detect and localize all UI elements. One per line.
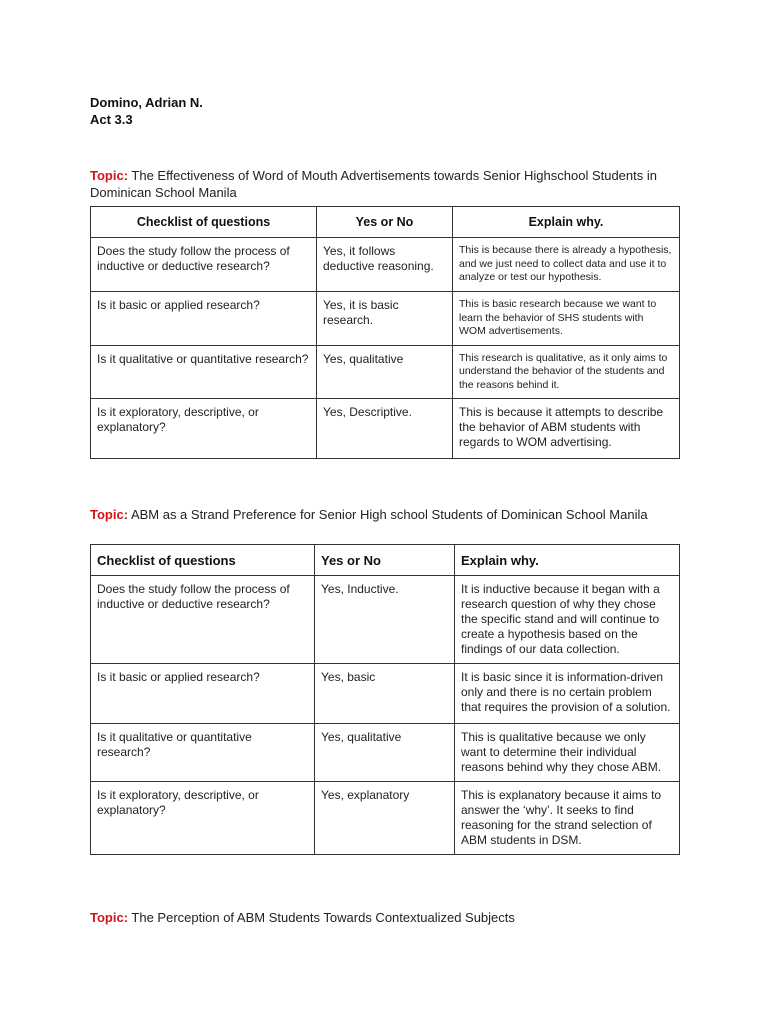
topic-1-title: The Effectiveness of Word of Mouth Advertisements towards Senior Highschool Students in Dominican School Manila [90, 168, 657, 200]
answer-cell: Yes, it follows deductive reasoning. [317, 238, 453, 292]
topic-2-heading [90, 506, 690, 523]
header-checklist: Checklist of questions [91, 545, 315, 576]
answer-cell: Yes, it is basic research. [317, 292, 453, 346]
answer-cell: Yes, qualitative [315, 724, 455, 782]
answer-cell: Yes, explanatory [315, 782, 455, 855]
explain-cell: It is basic since it is information-driven only and there is no certain problem that requires the provision of a solution. [455, 664, 680, 724]
header-checklist: Checklist of questions [91, 207, 317, 238]
author-name: Domino, Adrian N. [90, 95, 203, 110]
explain-cell: This is qualitative because we only want to determine their individual reasons behind why they chose ABM. [455, 724, 680, 782]
question-cell: Is it qualitative or quantitative research? [91, 345, 317, 399]
table-row [91, 724, 680, 782]
question-cell: Is it basic or applied research? [91, 664, 315, 724]
topic-label: Topic: [90, 910, 129, 925]
explain-cell: This is basic research because we want to learn the behavior of SHS students with WOM advertisements. [453, 292, 680, 346]
answer-cell: Yes, qualitative [317, 345, 453, 399]
table-header-row [91, 545, 680, 576]
question-cell: Is it qualitative or quantitative research? [91, 724, 315, 782]
answer-cell: Yes, Inductive. [315, 576, 455, 664]
table-row [91, 345, 680, 399]
answer-cell: Yes, Descriptive. [317, 399, 453, 459]
explain-cell: This is because it attempts to describe the behavior of ABM students with regards to WOM advertising. [453, 399, 680, 459]
question-cell: Is it basic or applied research? [91, 292, 317, 346]
topic-1-heading [90, 167, 690, 201]
table-row [91, 292, 680, 346]
question-cell: Does the study follow the process of inductive or deductive research? [91, 238, 317, 292]
question-cell: Is it exploratory, descriptive, or explanatory? [91, 399, 317, 459]
topic-2-title: ABM as a Strand Preference for Senior High school Students of Dominican School Manila [130, 507, 648, 522]
header-explain: Explain why. [455, 545, 680, 576]
header-yes-no: Yes or No [317, 207, 453, 238]
table-row [91, 238, 680, 292]
table-header-row [91, 207, 680, 238]
topic-3-heading [90, 909, 690, 926]
topic-label: Topic: [90, 168, 129, 183]
table-row [91, 576, 680, 664]
explain-cell: This is because there is already a hypothesis, and we just need to collect data and use it to analyze or test our hypothesis. [453, 238, 680, 292]
table-row [91, 399, 680, 459]
explain-cell: It is inductive because it began with a research question of why they chose the specific stand and will continue to create a hypothesis based on the findings of our data collection. [455, 576, 680, 664]
table-row [91, 664, 680, 724]
question-cell: Does the study follow the process of inductive or deductive research? [91, 576, 315, 664]
explain-cell: This research is qualitative, as it only aims to understand the behavior of the students and the reasons behind it. [453, 345, 680, 399]
answer-cell: Yes, basic [315, 664, 455, 724]
header-yes-no: Yes or No [315, 545, 455, 576]
topic-1-table [90, 206, 680, 459]
table-row [91, 782, 680, 855]
topic-label: Topic: [90, 507, 129, 522]
author-block [90, 94, 203, 128]
explain-cell: This is explanatory because it aims to answer the ‘why’. It seeks to find reasoning for the strand selection of ABM students in DSM. [455, 782, 680, 855]
question-cell: Is it exploratory, descriptive, or explanatory? [91, 782, 315, 855]
header-explain: Explain why. [453, 207, 680, 238]
activity-label: Act 3.3 [90, 112, 133, 127]
topic-2-table [90, 544, 680, 855]
topic-3-title: The Perception of ABM Students Towards Contextualized Subjects [131, 910, 515, 925]
